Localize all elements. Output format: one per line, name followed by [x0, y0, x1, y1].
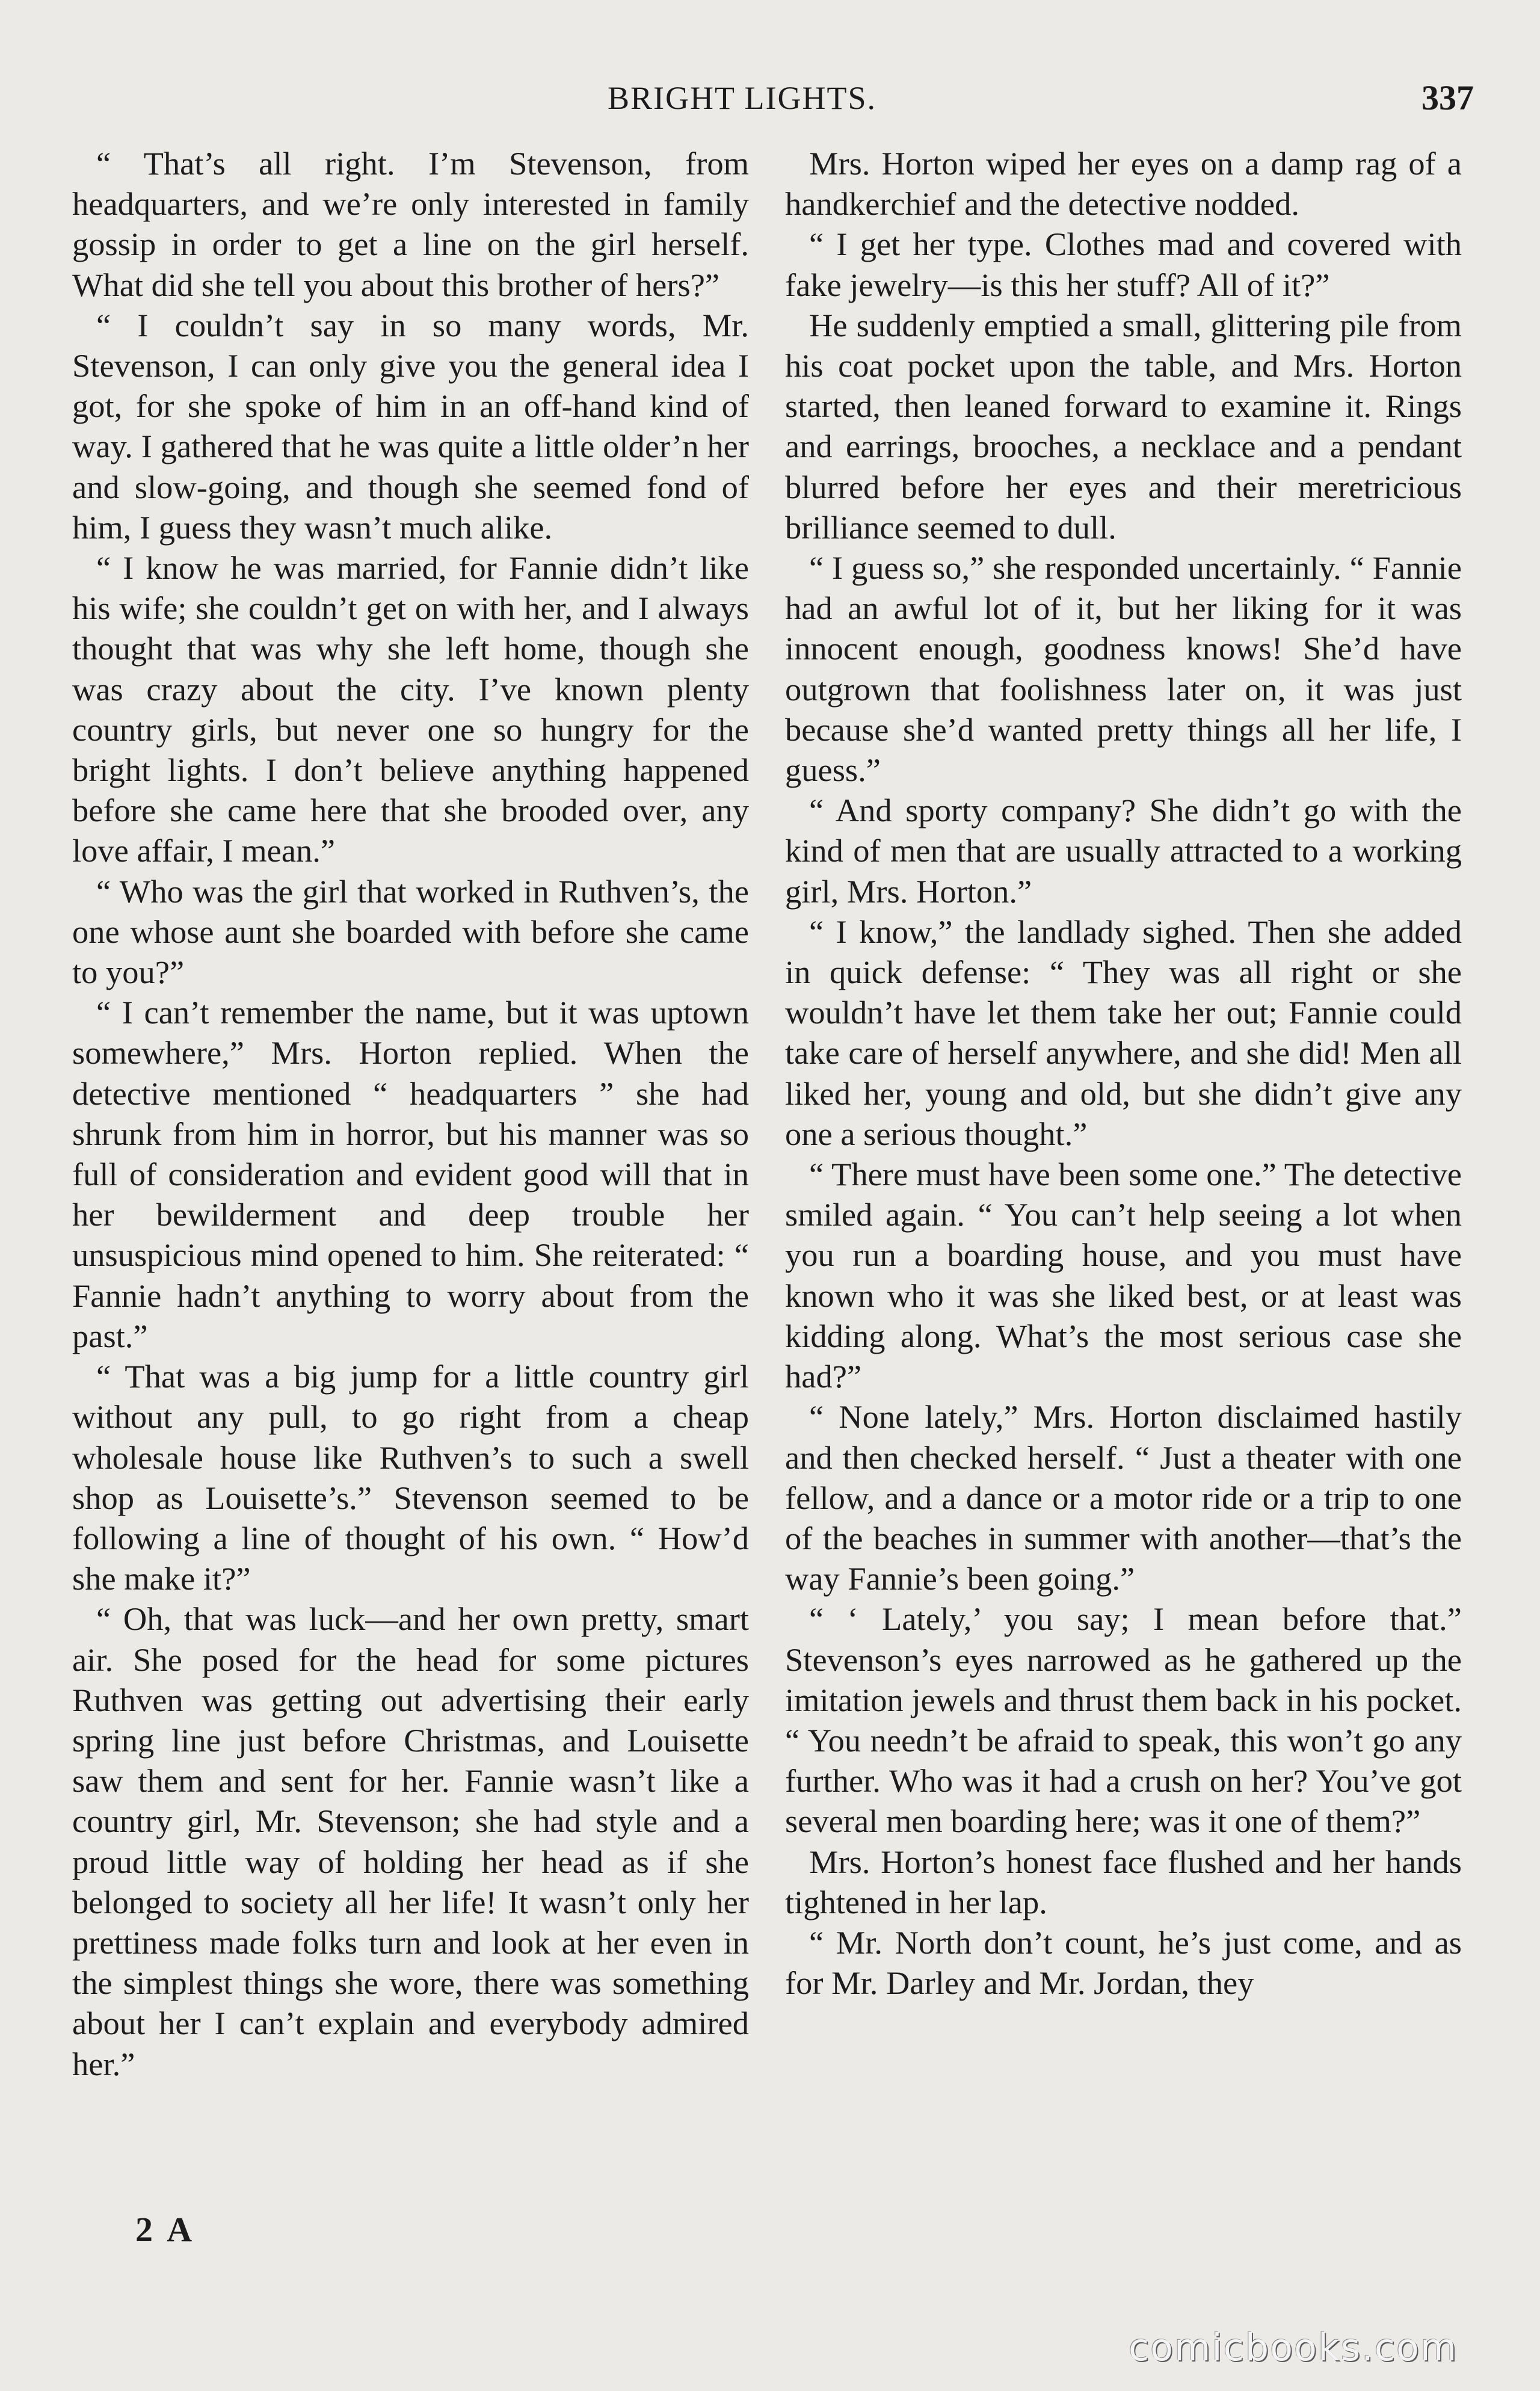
- page-number: 337: [1421, 78, 1474, 117]
- paragraph: “ I can’t remember the name, but it was uptown somewhere,” Mrs. Horton replied. When the detective mentioned “ headquarters ” she had shrunk from him in horror, but his manner was so full of consideration and evident good will that in her bewilderment and deep trouble her unsuspicious mind opened to him. She reiterated: “ Fannie hadn’t anything to worry about from the past.”: [72, 994, 749, 1354]
- paragraph: “ I know,” the landlady sighed. Then she added in quick defense: “ They was all right or she wouldn’t have let them take her out; Fannie could take care of herself anywhere, and she did! Men all liked her, young and old, but she didn’t give any one a serious thought.”: [785, 913, 1462, 1152]
- paragraph: “ That was a big jump for a little country girl without any pull, to go right from a cheap wholesale house like Ruthven’s to such a swell shop as Louisette’s.” Stevenson seemed to be following a line of thought of his own. “ How’d she make it?”: [72, 1358, 749, 1597]
- paragraph: “ I guess so,” she responded uncertainly. “ Fannie had an awful lot of it, but her liking for it was innocent enough, goodness knows! She’d have outgrown that foolishness later on, it was just because she’d wanted pretty things all her life, I guess.”: [785, 549, 1462, 789]
- paragraph: “ ‘ Lately,’ you say; I mean before that.” Stevenson’s eyes narrowed as he gathered up the imitation jewels and thrust them back in his pocket. “ You needn’t be afraid to speak, this won’t go any further. Who was it had a crush on her? You’ve got several men boarding here; was it one of them?”: [785, 1600, 1462, 1840]
- paragraph: “ Who was the girl that worked in Ruthven’s, the one whose aunt she boarded with before she came to you?”: [72, 872, 749, 991]
- running-title: BRIGHT LIGHTS.: [608, 80, 877, 116]
- paragraph: “ Oh, that was luck—and her own pretty, smart air. She posed for the head for some pictures Ruthven was getting out advertising their early spring line just before Christmas, and Louisette saw them and sent for her. Fannie wasn’t like a country girl, Mr. Stevenson; she had style and a proud little way of holding her head as if she belonged to society all her life! It wasn’t only her prettiness made folks turn and look at her even in the simplest things she wore, there was something about her I can’t explain and everybody admired her.”: [72, 1600, 749, 2082]
- paragraph: “ Mr. North don’t count, he’s just come, and as for Mr. Darley and Mr. Jordan, they: [785, 1924, 1462, 2002]
- page-header: [608, 71, 1474, 125]
- signature-mark: 2 A: [135, 2210, 196, 2249]
- paragraph: Mrs. Horton wiped her eyes on a damp rag of a handkerchief and the detective nodded.: [785, 145, 1462, 223]
- paragraph: “ I couldn’t say in so many words, Mr. Stevenson, I can only give you the general idea I got, for she spoke of him in an off-hand kind of way. I gathered that he was quite a little older’n her and slow-going, and though she seemed fond of him, I guess they wasn’t much alike.: [72, 306, 749, 546]
- right-column: [785, 143, 1462, 2225]
- watermark: comicbooks.com: [1129, 2325, 1458, 2369]
- paragraph: “ That’s all right. I’m Stevenson, from headquarters, and we’re only interested in family gossip in order to get a line on the girl herself. What did she tell you about this brother of hers?”: [72, 145, 749, 303]
- paragraph: Mrs. Horton’s honest face flushed and her hands tightened in her lap.: [785, 1843, 1462, 1921]
- paragraph: “ And sporty company? She didn’t go with the kind of men that are usually attracted to a working girl, Mrs. Horton.”: [785, 792, 1462, 910]
- left-column: [72, 143, 749, 2225]
- paragraph: He suddenly emptied a small, glittering pile from his coat pocket upon the table, and Mrs. Horton started, then leaned forward to examine it. Rings and earrings, brooches, a necklace and a pendant blurred before her eyes and their meretricious brilliance seemed to dull.: [785, 306, 1462, 546]
- paragraph: “ None lately,” Mrs. Horton disclaimed hastily and then checked herself. “ Just a theater with one fellow, and a dance or a motor ride or a trip to one of the beaches in summer with another—that’s the way Fannie’s been going.”: [785, 1398, 1462, 1597]
- paragraph: “ There must have been some one.” The detective smiled again. “ You can’t help seeing a lot when you run a boarding house, and you must have known who it was she liked best, or at least was kidding along. What’s the most serious case she had?”: [785, 1156, 1462, 1395]
- paragraph: “ I get her type. Clothes mad and covered with fake jewelry—is this her stuff? All of it?”: [785, 226, 1462, 303]
- paragraph: “ I know he was married, for Fannie didn’t like his wife; she couldn’t get on with her, and I always thought that was why she left home, though she was crazy about the city. I’ve known plenty country girls, but never one so hungry for the bright lights. I don’t believe anything happened before she came here that she brooded over, any love affair, I mean.”: [72, 549, 749, 869]
